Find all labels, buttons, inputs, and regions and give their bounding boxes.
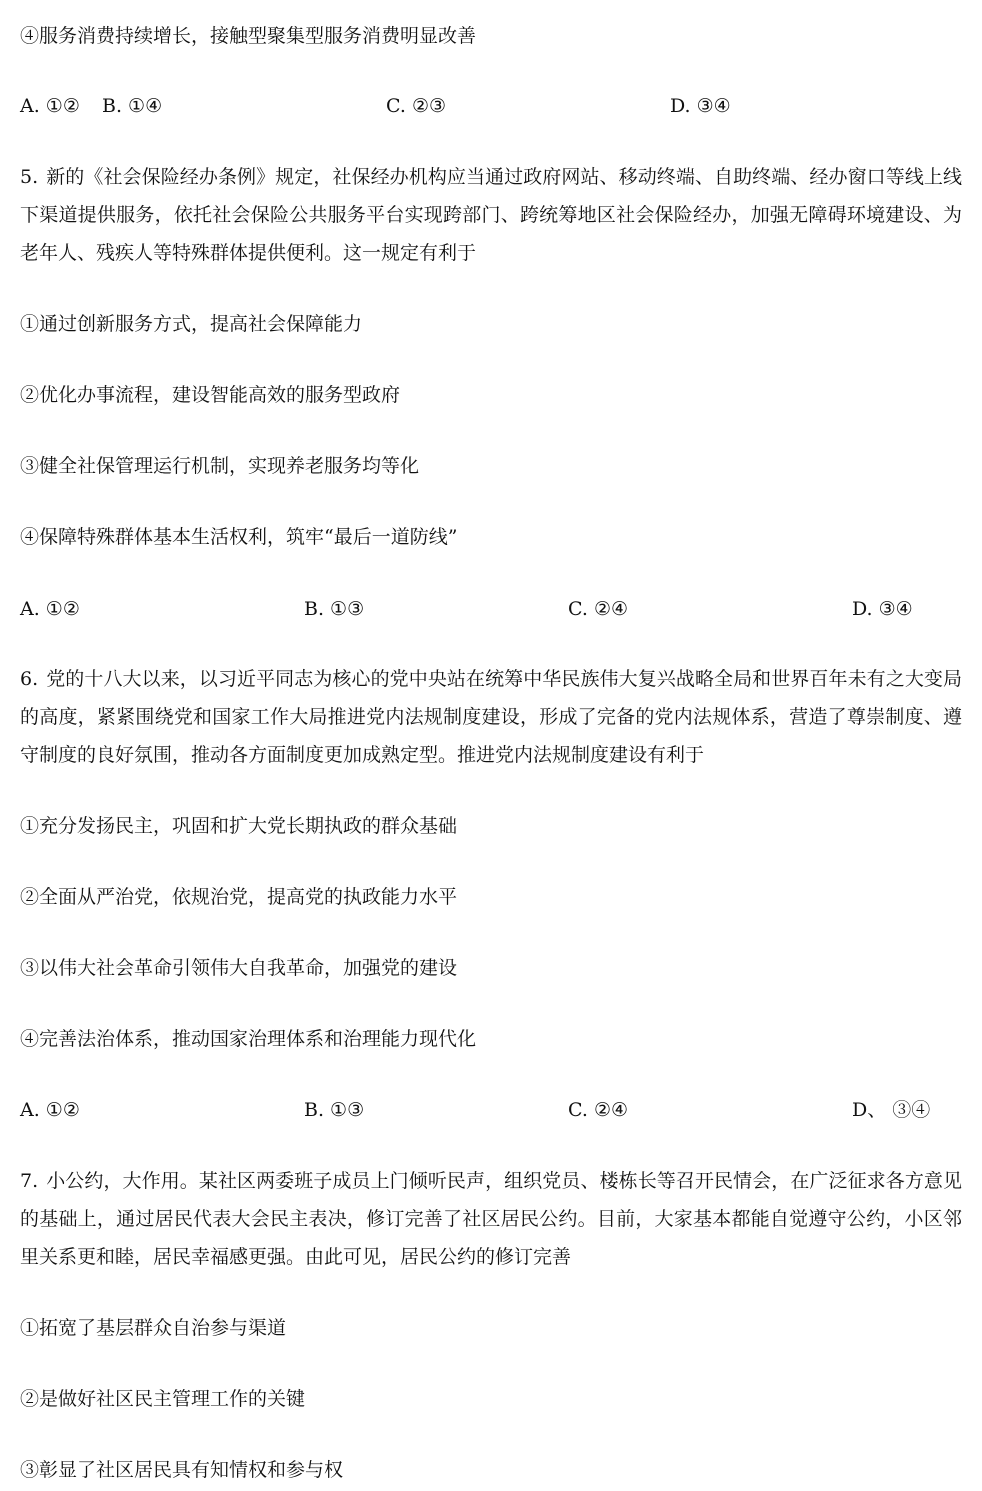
question-6-item-2: ②全面从严治党，依规治党，提高党的执政能力水平 xyxy=(20,886,458,908)
question-7-stem-text: 小公约，大作用。某社区两委班子成员上门倾听民声，组织党员、楼栋长等召开民情会，在广泛征求各方意见的基础上，通过居民代表大会民主表决，修订完善了社区居民公约。目前，大家基本都能自觉遵守公约，小区邻里关系更和睦，居民幸福感更强。由此可见，居民公约的修订完善 xyxy=(20,1170,962,1268)
question-4-option-b: B. ①④ xyxy=(102,95,163,117)
question-6-option-d: D、 ③④ xyxy=(852,1099,931,1121)
question-4-item-4: ④服务消费持续增长，接触型聚集型服务消费明显改善 xyxy=(20,25,477,47)
question-7-item-1: ①拓宽了基层群众自治参与渠道 xyxy=(20,1317,287,1339)
question-6-item-1: ①充分发扬民主，巩固和扩大党长期执政的群众基础 xyxy=(20,815,458,837)
question-7-stem xyxy=(20,1162,962,1276)
question-5-stem xyxy=(20,158,962,272)
question-4-options xyxy=(20,93,962,119)
question-7-number: 7. xyxy=(20,1170,39,1192)
question-6-stem-text: 党的十八大以来，以习近平同志为核心的党中央站在统筹中华民族伟大复兴战略全局和世界百年未有之大变局的高度，紧紧围绕党和国家工作大局推进党内法规制度建设，形成了完备的党内法规体系，营造了尊崇制度、遵守制度的良好氛围，推动各方面制度更加成熟定型。推进党内法规制度建设有利于 xyxy=(20,668,962,766)
question-5-option-d: D. ③④ xyxy=(852,598,913,620)
question-5-item-3: ③健全社保管理运行机制，实现养老服务均等化 xyxy=(20,455,420,477)
question-4-option-d: D. ③④ xyxy=(670,95,731,117)
question-6-stem xyxy=(20,660,962,774)
question-5-item-4: ④保障特殊群体基本生活权利，筑牢“最后一道防线” xyxy=(20,526,458,548)
question-5-option-b: B. ①③ xyxy=(304,598,365,620)
question-6-item-3: ③以伟大社会革命引领伟大自我革命，加强党的建设 xyxy=(20,957,458,979)
question-6-option-a: A. ①② xyxy=(20,1099,80,1121)
question-6-option-b: B. ①③ xyxy=(304,1099,365,1121)
question-5-item-1: ①通过创新服务方式，提高社会保障能力 xyxy=(20,313,363,335)
question-5-options xyxy=(20,596,962,622)
question-4-option-a: A. ①② xyxy=(20,95,80,117)
question-6-number: 6. xyxy=(20,668,39,690)
question-6-options xyxy=(20,1097,962,1123)
question-5-option-a: A. ①② xyxy=(20,598,80,620)
question-7-item-2: ②是做好社区民主管理工作的关键 xyxy=(20,1388,306,1410)
question-5-stem-text: 新的《社会保险经办条例》规定，社保经办机构应当通过政府网站、移动终端、自助终端、经办窗口等线上线下渠道提供服务，依托社会保险公共服务平台实现跨部门、跨统筹地区社会保险经办，加强无障碍环境建设、为老年人、残疾人等特殊群体提供便利。这一规定有利于 xyxy=(20,166,962,264)
question-7-item-3: ③彰显了社区居民具有知情权和参与权 xyxy=(20,1459,344,1481)
question-4-option-c: C. ②③ xyxy=(386,95,447,117)
question-5-number: 5. xyxy=(20,166,39,188)
question-5-item-2: ②优化办事流程，建设智能高效的服务型政府 xyxy=(20,384,401,406)
question-6-option-c: C. ②④ xyxy=(568,1099,629,1121)
question-6-item-4: ④完善法治体系，推动国家治理体系和治理能力现代化 xyxy=(20,1028,477,1050)
question-5-option-c: C. ②④ xyxy=(568,598,629,620)
